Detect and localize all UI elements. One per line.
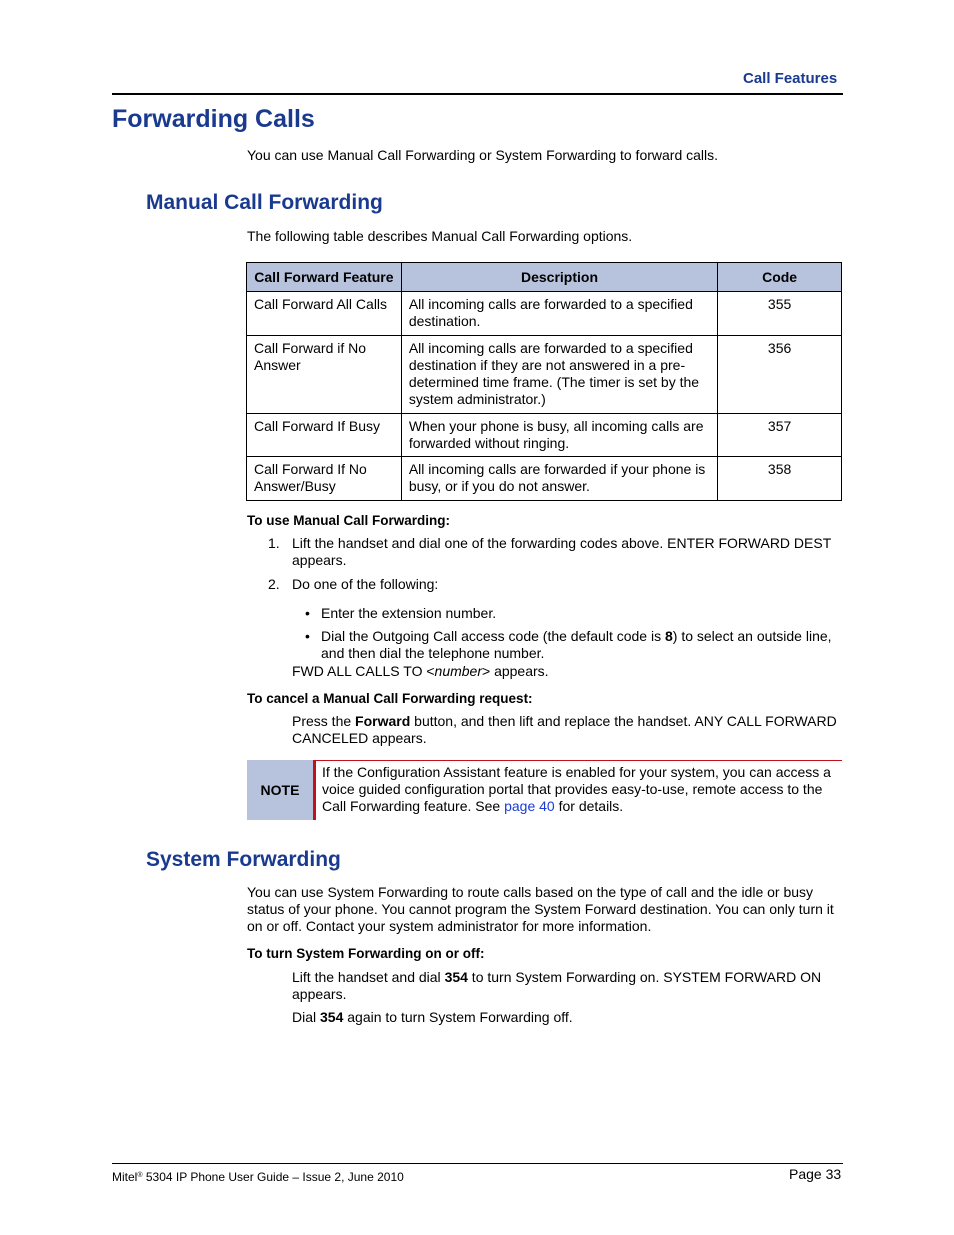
feature-cell: Call Forward If No Answer/Busy <box>247 457 402 501</box>
turn-off-code: 354 <box>320 1009 344 1025</box>
note-text-pre: If the Configuration Assistant feature is enabled for your system, you can access a voice guided configuration portal that provides easy-to-use, remote access to the Call Forwarding feature. See <box>322 764 831 814</box>
turn-on-text <box>292 969 844 1003</box>
description-cell: When your phone is busy, all incoming calls are forwarded without ringing. <box>401 414 717 457</box>
page-title: Forwarding Calls <box>112 105 315 133</box>
turn-off-text <box>292 1009 573 1026</box>
step-text: Do one of the following: <box>292 576 439 592</box>
col-header-code: Code <box>718 263 842 292</box>
table-intro: The following table describes Manual Call Forwarding options. <box>247 228 633 244</box>
table-row <box>247 457 842 501</box>
bullet-text-tail: ) to select an outside line, and then dial the telephone number. <box>321 628 832 661</box>
call-forward-table <box>246 262 842 501</box>
manual-heading: Manual Call Forwarding <box>146 191 383 214</box>
use-procedure-title: To use Manual Call Forwarding: <box>247 513 451 528</box>
turn-off-pre: Dial <box>292 1009 321 1025</box>
note-box <box>247 760 842 820</box>
cancel-bold: Forward <box>355 713 411 729</box>
note-accent-bar <box>313 760 316 820</box>
note-top-rule <box>316 760 842 761</box>
footer-guide-info <box>112 1167 404 1186</box>
fwd-pre: FWD ALL CALLS TO < <box>292 663 435 679</box>
bullet-icon: • <box>305 605 310 621</box>
step-number: 2. <box>268 576 280 592</box>
footer-rule <box>112 1163 843 1164</box>
turn-on-code: 354 <box>444 969 468 985</box>
system-intro: You can use System Forwarding to route calls based on the type of call and the idle or busy status of your phone. You cannot program the System Forward destination. You can only turn it on or off. Contact your system administrator for more information. <box>247 884 834 934</box>
code-cell: 358 <box>718 457 842 501</box>
turn-on-post: to turn System Forwarding on. SYSTEM FORWARD ON appears. <box>292 969 822 1002</box>
turn-on-pre: Lift the handset and dial <box>292 969 445 985</box>
footer-guide-title: 5304 IP Phone User Guide – Issue 2, June 2010 <box>142 1170 404 1184</box>
header-rule <box>112 93 843 95</box>
table-header-row <box>247 263 842 292</box>
step-item <box>268 576 842 593</box>
table-row <box>247 336 842 414</box>
turn-off-post: again to turn System Forwarding off. <box>343 1009 573 1025</box>
page-link[interactable]: page 40 <box>504 798 555 814</box>
cancel-text <box>292 713 844 747</box>
footer-brand: Mitel <box>112 1170 138 1184</box>
bullet-list <box>268 599 842 668</box>
description-cell: All incoming calls are forwarded if your phone is busy, or if you do not answer. <box>401 457 717 501</box>
col-header-description: Description <box>401 263 717 292</box>
code-cell: 355 <box>718 292 842 336</box>
cancel-post: button, and then lift and replace the handset. ANY CALL FORWARD CANCELED appears. <box>292 713 837 746</box>
page-number: Page 33 <box>789 1166 842 1182</box>
step-item <box>268 535 842 569</box>
running-header: Call Features <box>743 70 838 87</box>
step-text: Lift the handset and dial one of the forwarding codes above. ENTER FORWARD DEST appears. <box>292 535 832 568</box>
feature-cell: Call Forward All Calls <box>247 292 402 336</box>
turn-procedure-title: To turn System Forwarding on or off: <box>247 946 485 961</box>
bullet-item <box>301 628 842 662</box>
bullet-text: Enter the extension number. <box>321 605 497 621</box>
fwd-italic: number <box>434 663 482 679</box>
cancel-procedure-title: To cancel a Manual Call Forwarding request: <box>247 691 533 706</box>
description-cell: All incoming calls are forwarded to a specified destination if they are not answered in a pre-determined time frame. (The timer is set by the system administrator.) <box>401 336 717 414</box>
feature-cell: Call Forward If Busy <box>247 414 402 457</box>
cancel-pre: Press the <box>292 713 356 729</box>
table-row <box>247 292 842 336</box>
code-cell: 356 <box>718 336 842 414</box>
footer-reg-mark: ® <box>137 1172 143 1179</box>
intro-text: You can use Manual Call Forwarding or System Forwarding to forward calls. <box>247 147 719 163</box>
table-row <box>247 414 842 457</box>
description-cell: All incoming calls are forwarded to a specified destination. <box>401 292 717 336</box>
note-label: NOTE <box>247 760 313 820</box>
fwd-post: > appears. <box>482 663 549 679</box>
fwd-appears-text <box>292 663 549 680</box>
note-text <box>322 764 842 815</box>
note-text-post: for details. <box>554 798 624 814</box>
code-cell: 357 <box>718 414 842 457</box>
steps-list <box>268 535 842 599</box>
bullet-item <box>301 605 842 622</box>
bullet-text: Dial the Outgoing Call access code (the default code is <box>321 628 665 644</box>
bullet-icon: • <box>305 628 310 644</box>
step-number: 1. <box>268 535 280 551</box>
bullet-bold: 8 <box>664 628 673 644</box>
system-heading: System Forwarding <box>146 848 341 871</box>
col-header-feature: Call Forward Feature <box>247 263 402 292</box>
feature-cell: Call Forward if No Answer <box>247 336 402 414</box>
